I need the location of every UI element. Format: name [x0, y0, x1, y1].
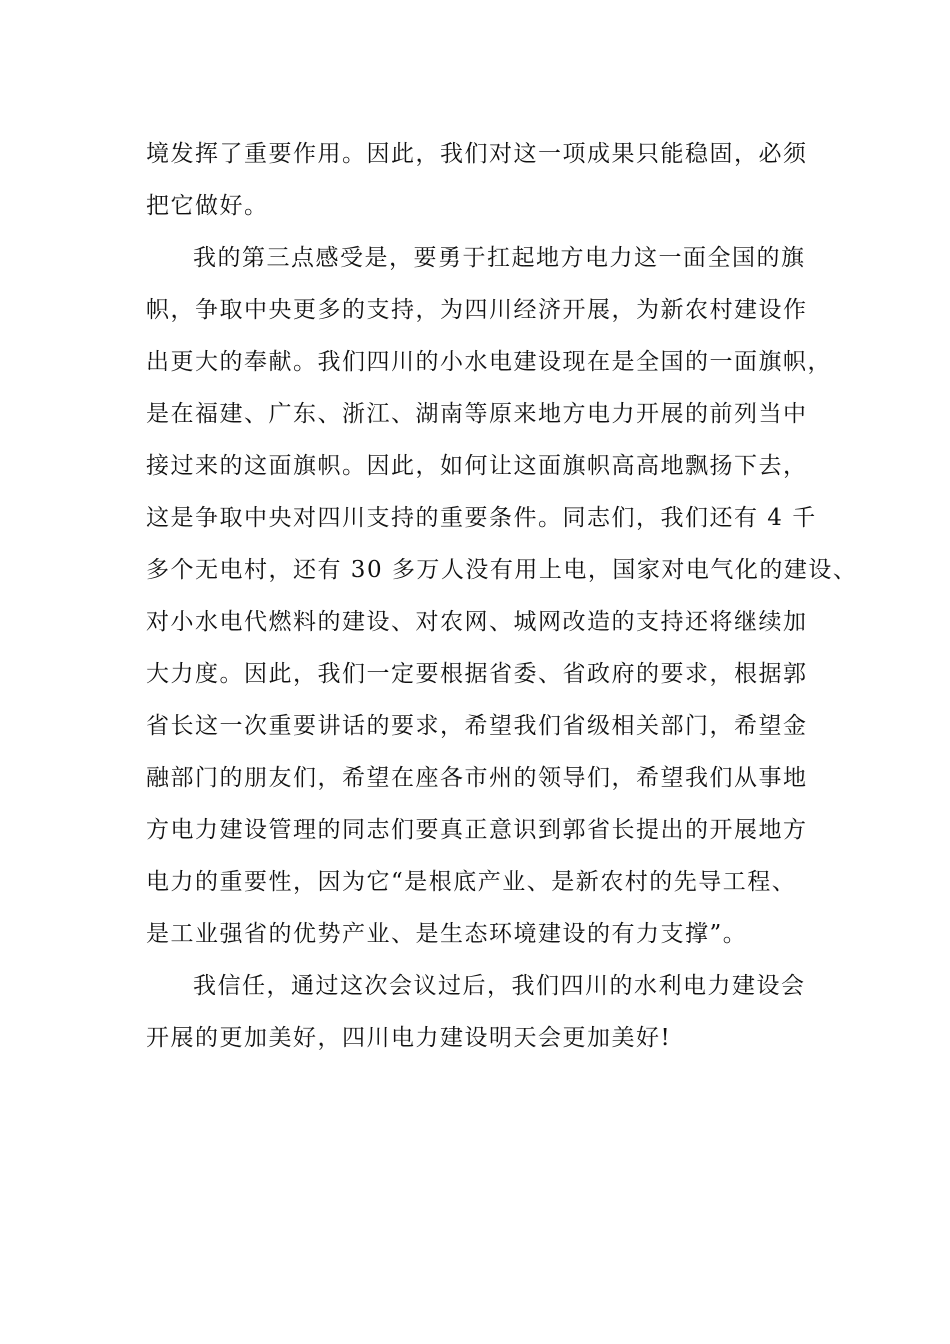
text-line: 这是争取中央对四川支持的重要条件。同志们，我们还有 4 千: [146, 505, 817, 531]
text-line: 融部门的朋友们，希望在座各市州的领导们，希望我们从事地: [146, 765, 808, 791]
text-line: 是在福建、广东、浙江、湖南等原来地方电力开展的前列当中: [146, 401, 808, 427]
text-line: 把它做好。: [146, 193, 269, 219]
text-line: 大力度。因此，我们一定要根据省委、省政府的要求，根据郭: [146, 661, 808, 687]
paragraph: [146, 128, 846, 232]
text-line: 出更大的奉献。我们四川的小水电建设现在是全国的一面旗帜，: [146, 349, 832, 375]
text-line: 省长这一次重要讲话的要求，希望我们省级相关部门，希望金: [146, 713, 808, 739]
text-line: 方电力建设管理的同志们要真正意识到郭省长提出的开展地方: [146, 817, 808, 843]
paragraph: [146, 960, 846, 1064]
text-line: 多个无电村，还有 30 多万人没有用上电，国家对电气化的建设、: [146, 557, 858, 583]
text-line: 接过来的这面旗帜。因此，如何让这面旗帜高高地飘扬下去，: [146, 453, 808, 479]
text-line: 对小水电代燃料的建设、对农网、城网改造的支持还将继续加: [146, 609, 808, 635]
text-line: 开展的更加美好，四川电力建设明天会更加美好!: [146, 1025, 672, 1051]
text-line: 帜，争取中央更多的支持，为四川经济开展，为新农村建设作: [146, 297, 808, 323]
text-line: 境发挥了重要作用。因此，我们对这一项成果只能稳固，必须: [146, 141, 808, 167]
text-line: 电力的重要性，因为它“是根底产业、是新农村的先导工程、: [146, 869, 797, 895]
text-line: 我的第三点感受是，要勇于扛起地方电力这一面全国的旗: [193, 245, 806, 271]
text-line: 是工业强省的优势产业、是生态环境建设的有力支撑”。: [146, 921, 748, 947]
paragraph: [146, 232, 858, 960]
text-line: 我信任，通过这次会议过后，我们四川的水利电力建设会: [193, 973, 806, 999]
body-text: [146, 128, 858, 1064]
